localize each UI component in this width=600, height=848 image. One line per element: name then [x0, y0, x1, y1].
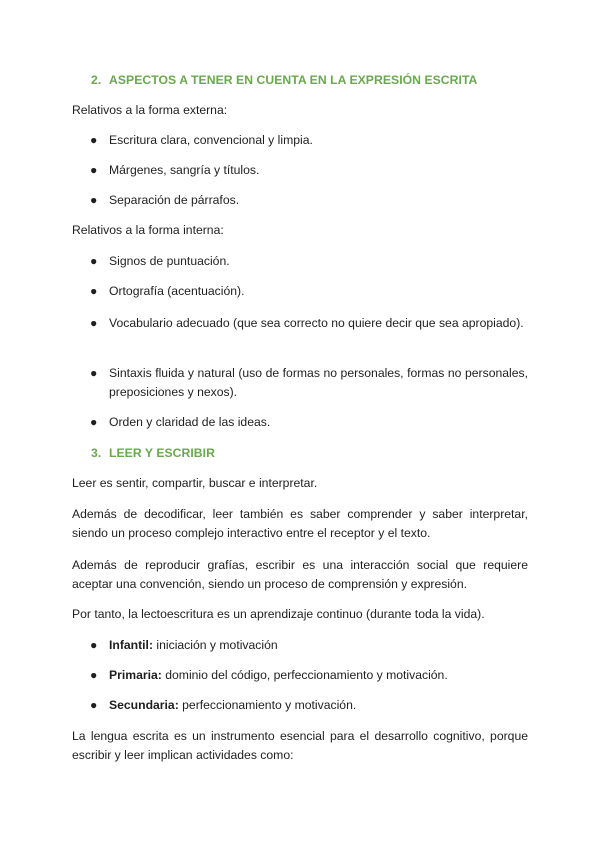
section-heading-3: [91, 445, 215, 461]
stage-label: Secundaria:: [109, 698, 179, 712]
stage-label: Infantil:: [109, 638, 154, 652]
stage-label: Primaria:: [109, 668, 162, 682]
bullet-icon: ●: [90, 638, 98, 652]
internal-intro: Relativos a la forma interna:: [72, 223, 224, 237]
stage-text: iniciación y motivación: [153, 638, 278, 652]
stage-text: perfeccionamiento y motivación.: [178, 698, 357, 712]
bullet-icon: ●: [90, 316, 98, 330]
document-page: 2. ASPECTOS A TENER EN CUENTA EN LA EXPRESIÓN ESCRITA Relativos a la forma externa: ● Escritura clara, convencional y limpia. ● Márgenes, sangría y títulos. ● Separación de párrafos. Relativos a la forma interna: ● Signos de puntuación. ● Ortografía (acentuación). ● Vocabulario adecuado (que sea correcto no quiere decir que sea apropiado). ● Sintaxis fluida y natural (uso de formas no personales, formas no personales, preposiciones y nexos). ● Orden y claridad de las ideas. 3. LEER Y ESCRIBIR Leer es sentir, compartir, buscar e interpretar. Además de decodificar, leer también es saber comprender y saber interpretar, siendo un proceso complejo interactivo entre el receptor y el texto. Además de reproducir grafías, escribir es una interacción social que requiere aceptar una convención, siendo un proceso de comprensión y expresión. Por tanto, la lectoescritura es un aprendizaje continuo (durante toda la vida). ● Infantil: iniciación y motivación ● Primaria: dominio del código, perfeccionamiento y motivación. ● Secundaria: perfeccionamiento y motivación. La lengua escrita es un instrumento esencial para el desarrollo cognitivo, porque escribir y leer implican actividades como:: [0, 0, 600, 848]
bullet-icon: ●: [90, 366, 98, 380]
stage-text: dominio del código, perfeccionamiento y motivación.: [161, 668, 448, 682]
bullet-icon: ●: [90, 284, 98, 298]
section-number: 3.: [91, 446, 102, 460]
paragraph: La lengua escrita es un instrumento esencial para el desarrollo cognitivo, porque escribir y leer implican actividades como:: [72, 729, 528, 762]
bullet-icon: ●: [90, 193, 98, 207]
section-title: LEER Y ESCRIBIR: [109, 446, 215, 460]
bullet-icon: ●: [90, 668, 98, 682]
section-heading-2: [91, 72, 477, 88]
bullet-icon: ●: [90, 698, 98, 712]
bullet-icon: ●: [90, 415, 98, 429]
section-title: ASPECTOS A TENER EN CUENTA EN LA EXPRESIÓN ESCRITA: [109, 73, 478, 87]
paragraph: Leer es sentir, compartir, buscar e interpretar.: [72, 476, 318, 490]
paragraph: Por tanto, la lectoescritura es un aprendizaje continuo (durante toda la vida).: [72, 607, 485, 621]
external-intro: Relativos a la forma externa:: [72, 103, 228, 117]
paragraph: Además de reproducir grafías, escribir es una interacción social que requiere aceptar una convención, siendo un proceso de comprensión y expresión.: [72, 558, 528, 591]
section-number: 2.: [91, 73, 102, 87]
bullet-icon: ●: [90, 133, 98, 147]
paragraph: Además de decodificar, leer también es saber comprender y saber interpretar, siendo un proceso complejo interactivo entre el receptor y el texto.: [72, 507, 528, 540]
bullet-icon: ●: [90, 254, 98, 268]
bullet-icon: ●: [90, 163, 98, 177]
